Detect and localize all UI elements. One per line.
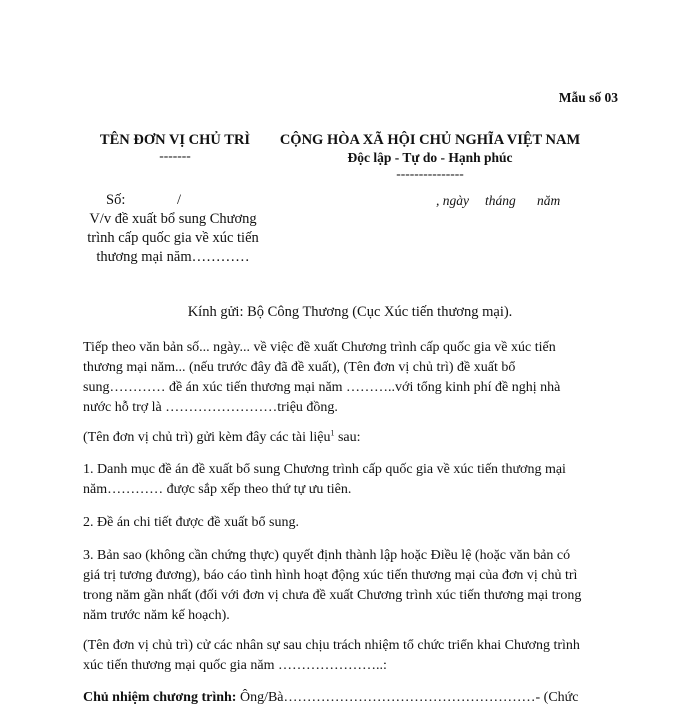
paragraph-line: nước hỗ trợ là ……………………triệu đồng.: [83, 400, 338, 415]
attachments-intro: [83, 428, 623, 448]
subject-block: [78, 210, 268, 267]
attachment-item-2: [83, 513, 623, 533]
paragraph-line: thương mại năm... (nếu trước đây đã đề xuất), (Tên đơn vị chủ trì) đề xuất bổ: [83, 360, 516, 375]
program-director-label: Chủ nhiệm chương trình:: [83, 690, 237, 705]
paragraph-line: năm trước năm kế hoạch).: [83, 608, 230, 623]
unit-name: TÊN ĐƠN VỊ CHỦ TRÌ: [99, 132, 251, 148]
attachment-item-3: [83, 546, 623, 626]
document-number-slash: /: [177, 192, 182, 208]
attachments-text: (Tên đơn vị chủ trì) gửi kèm đây các tài liệu: [83, 430, 331, 445]
attachments-tail: sau:: [334, 430, 361, 445]
motto: Độc lập - Tự do - Hạnh phúc: [347, 150, 513, 165]
paragraph-line: năm………… được sắp xếp theo thứ tự ưu tiên.: [83, 482, 352, 497]
intro-paragraph: [83, 338, 623, 418]
subject-line: trình cấp quốc gia về xúc tiến: [87, 230, 259, 246]
paragraph-line: trong năm gần nhất (đối với đơn vị chưa đề xuất Chương trình xúc tiến thương mại trong: [83, 588, 582, 603]
motto-underline: ---------------: [396, 166, 464, 181]
paragraph-line: sung………… đề án xúc tiến thương mại năm ………..với tổng kinh phí đề nghị nhà: [83, 380, 561, 395]
program-director-line: [83, 688, 623, 708]
footnote-marker: 1: [330, 428, 335, 438]
paragraph-line: 1. Danh mục đề án đề xuất bổ sung Chương trình cấp quốc gia về xúc tiến thương mại: [83, 462, 566, 477]
paragraph-line: Tiếp theo văn bản số... ngày... về việc đề xuất Chương trình cấp quốc gia về xúc tiến: [83, 340, 556, 355]
paragraph-line: 2. Đề án chi tiết được đề xuất bổ sung.: [83, 515, 299, 530]
program-director-text: Ông/Bà………………………………………………- (Chức: [236, 690, 579, 705]
paragraph-line: xúc tiến thương mại quốc gia năm …………………..:: [83, 658, 387, 673]
date-prefix: , ngày: [436, 193, 469, 208]
paragraph-line: 3. Bản sao (không cần chứng thực) quyết định thành lập hoặc Điều lệ (hoặc văn bản có: [83, 548, 571, 563]
subject-line: V/v đề xuất bổ sung Chương: [89, 211, 257, 227]
nation-title: CỘNG HÒA XÃ HỘI CHỦ NGHĨA VIỆT NAM: [279, 132, 581, 148]
attachment-item-1: [83, 460, 623, 500]
form-number: Mẫu số 03: [558, 90, 618, 105]
unit-underline: -------: [159, 148, 191, 163]
paragraph-line: giá trị tương đương), báo cáo tình hình hoạt động xúc tiến thương mại của đơn vị chủ trì: [83, 568, 578, 583]
recipient: Kính gửi: Bộ Công Thương (Cục Xúc tiến thương mại).: [187, 304, 513, 320]
date-month: tháng: [485, 193, 516, 208]
staff-paragraph: [83, 636, 623, 676]
document-number-label: Số:: [106, 192, 126, 208]
paragraph-line: (Tên đơn vị chủ trì) cử các nhân sự sau chịu trách nhiệm tổ chức triển khai Chương trình: [83, 638, 580, 653]
date-year: năm: [537, 193, 561, 208]
subject-line: thương mại năm…………: [96, 249, 250, 265]
